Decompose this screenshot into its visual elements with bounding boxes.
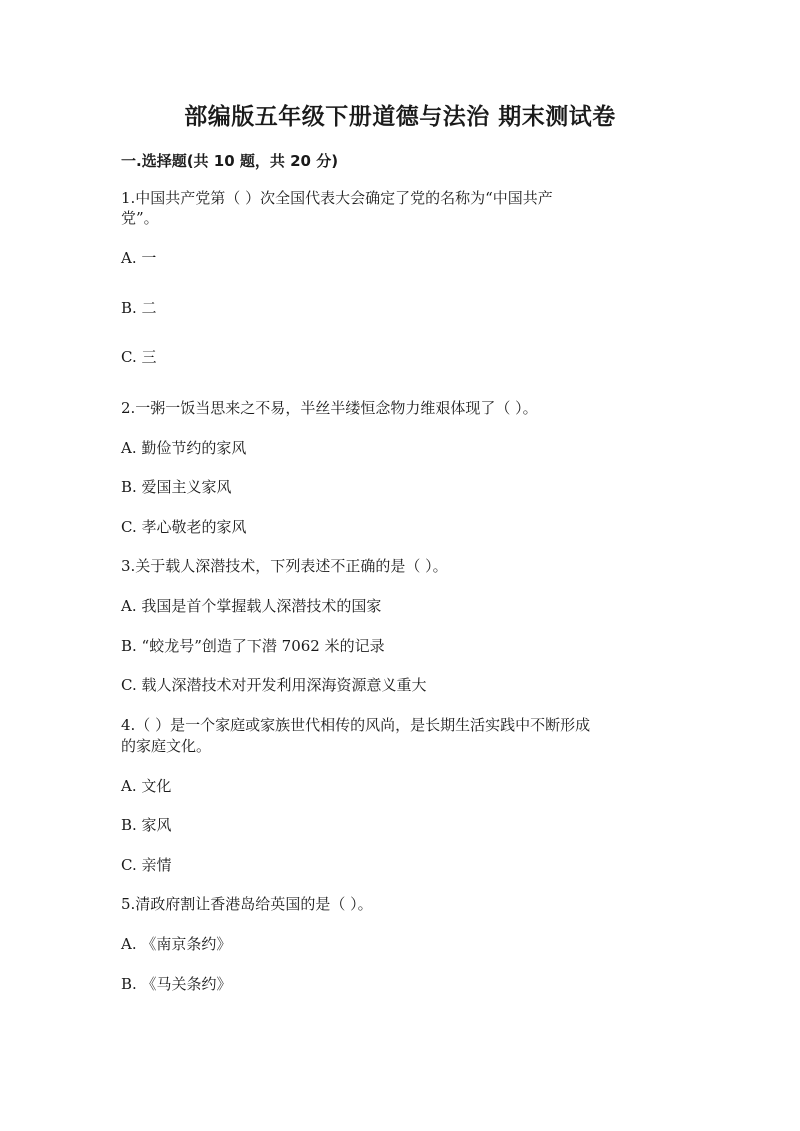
question-3-option-b: B. “蛟龙号”创造了下潜 7062 米的记录 [121, 637, 385, 655]
question-1-text-line-2: 党”。 [121, 209, 159, 227]
question-1-option-c: C. 三 [121, 348, 157, 366]
question-4-option-b: B. 家风 [121, 816, 172, 834]
question-5-option-a: A. 《南京条约》 [121, 935, 232, 953]
question-3-option-c: C. 载人深潜技术对开发利用深海资源意义重大 [121, 676, 427, 694]
question-2-text-line-1: 2.一粥一饭当思来之不易，半丝半缕恒念物力维艰体现了（ ）。 [121, 399, 538, 417]
question-5-text-line-1: 5.清政府割让香港岛给英国的是（ ）。 [121, 895, 373, 913]
page-title: 部编版五年级下册道德与法治 期末测试卷 [184, 104, 616, 130]
question-5-option-b: B. 《马关条约》 [121, 975, 232, 993]
question-2-option-a: A. 勤俭节约的家风 [121, 439, 247, 457]
question-4-option-c: C. 亲情 [121, 856, 172, 874]
question-1-option-b: B. 二 [121, 299, 157, 317]
question-4-text-line-2: 的家庭文化。 [121, 737, 212, 755]
question-4-text-line-1: 4.（ ）是一个家庭或家族世代相传的风尚，是长期生活实践中不断形成 [121, 716, 591, 734]
question-3-text-line-1: 3.关于载人深潜技术，下列表述不正确的是（ ）。 [121, 557, 448, 575]
question-1-text-line-1: 1.中国共产党第（ ）次全国代表大会确定了党的名称为“中国共产 [121, 189, 553, 207]
section-heading: 一.选择题(共 10 题，共 20 分) [121, 152, 339, 170]
question-2-option-c: C. 孝心敬老的家风 [121, 518, 247, 536]
question-4-option-a: A. 文化 [121, 777, 172, 795]
question-2-option-b: B. 爱国主义家风 [121, 478, 232, 496]
question-3-option-a: A. 我国是首个掌握载人深潜技术的国家 [121, 597, 382, 615]
question-1-option-a: A. 一 [121, 249, 157, 267]
